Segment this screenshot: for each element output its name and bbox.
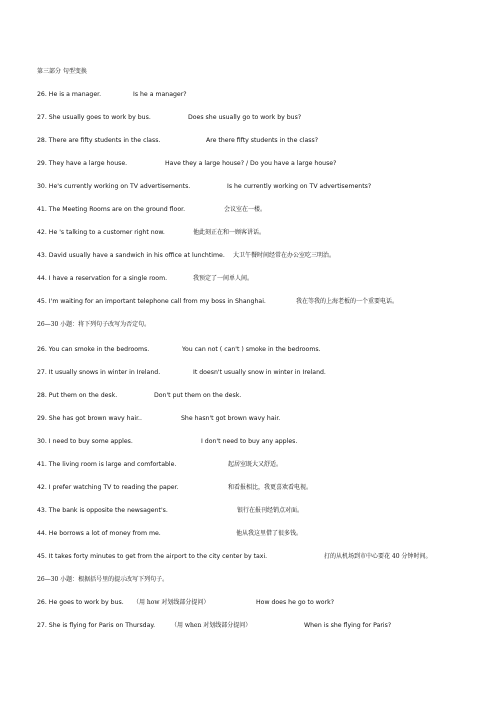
instruction-text: 26—30 小题：根据括号里的提示改写下列句子。 bbox=[37, 576, 169, 583]
answer-text: Is he currently working on TV advertisements? bbox=[227, 183, 372, 190]
question-text: 44. He borrows a lot of money from me. bbox=[37, 530, 161, 537]
section-title: 第三部分 句型变换 bbox=[37, 68, 87, 75]
question-text: 29. She has got brown wavy hair.. bbox=[37, 415, 142, 422]
question-text: 43. David usually have a sandwich in his office at lunchtime. bbox=[37, 252, 225, 259]
answer-text: Are there fifty students in the class? bbox=[206, 137, 318, 144]
question-text: 43. The bank is opposite the newsagent's. bbox=[37, 507, 168, 514]
answer-text: 我预定了一间单人间。 bbox=[193, 275, 254, 282]
answer-text: 打的从机场到市中心要花 40 分钟时间。 bbox=[324, 553, 432, 560]
question-text: 41. The living room is large and comfortable. bbox=[37, 461, 177, 468]
answer-text: 银行在报刊经销点对面。 bbox=[237, 507, 304, 514]
instruction-text: 26—30 小题：将下列句子改写为否定句。 bbox=[37, 321, 151, 328]
question-text: 28. There are fifty students in the class. bbox=[37, 137, 161, 144]
answer-text: Is he a manager? bbox=[133, 91, 187, 98]
question-text: 41. The Meeting Rooms are on the ground floor. bbox=[37, 206, 186, 213]
question-text: 42. I prefer watching TV to reading the paper. bbox=[37, 484, 179, 491]
question-text: 26. He goes to work by bus. bbox=[37, 599, 124, 606]
hint-text: （用 when 对划线部分提问） bbox=[171, 622, 252, 629]
answer-text: Don't put them on the desk. bbox=[154, 392, 242, 399]
question-text: 27. It usually snows in winter in Ireland. bbox=[37, 369, 161, 376]
answer-text: 他此刻正在和一顾客讲话。 bbox=[193, 229, 266, 236]
answer-text: 他从我这里借了很多钱。 bbox=[236, 530, 303, 537]
question-text: 45. I'm waiting for an important telephone call from my boss in Shanghai. bbox=[37, 298, 266, 305]
answer-text: It doesn't usually snow in winter in Ireland. bbox=[193, 369, 326, 376]
question-text: 26. You can smoke in the bedrooms. bbox=[37, 346, 150, 353]
answer-text: 和看报相比，我更喜欢看电视。 bbox=[228, 484, 313, 491]
answer-text: She hasn't got brown wavy hair. bbox=[181, 415, 281, 422]
question-text: 45. It takes forty minutes to get from the airport to the city center by taxi. bbox=[37, 553, 268, 560]
hint-text: （用 how 对划线部分提问） bbox=[133, 599, 210, 606]
question-text: 27. She usually goes to work by bus. bbox=[37, 114, 151, 121]
answer-text: Does she usually go to work by bus? bbox=[188, 114, 302, 121]
question-text: 42. He 's talking to a customer right now. bbox=[37, 229, 165, 236]
question-text: 28. Put them on the desk. bbox=[37, 392, 118, 399]
answer-text: You can not ( can't ) smoke in the bedrooms. bbox=[182, 346, 321, 353]
answer-text: I don't need to buy any apples. bbox=[201, 438, 298, 445]
answer-text: 起居室既大又舒适。 bbox=[228, 461, 283, 468]
question-text: 26. He is a manager. bbox=[37, 91, 102, 98]
answer-text: 我在等我的上海老板的一个重要电话。 bbox=[296, 298, 399, 305]
question-text: 27. She is flying for Paris on Thursday. bbox=[37, 622, 156, 629]
question-text: 29. They have a large house. bbox=[37, 160, 128, 167]
question-text: 30. I need to buy some apples. bbox=[37, 438, 133, 445]
question-text: 30. He's currently working on TV advertisements. bbox=[37, 183, 191, 190]
answer-text: How does he go to work? bbox=[256, 599, 334, 606]
answer-text: 大卫午餐时间经常在办公室吃三明治。 bbox=[233, 252, 336, 259]
answer-text: When is she flying for Paris? bbox=[304, 622, 392, 629]
answer-text: Have they a large house? / Do you have a large house? bbox=[165, 160, 337, 167]
question-text: 44. I have a reservation for a single room. bbox=[37, 275, 168, 282]
answer-text: 会议室在一楼。 bbox=[224, 206, 267, 213]
